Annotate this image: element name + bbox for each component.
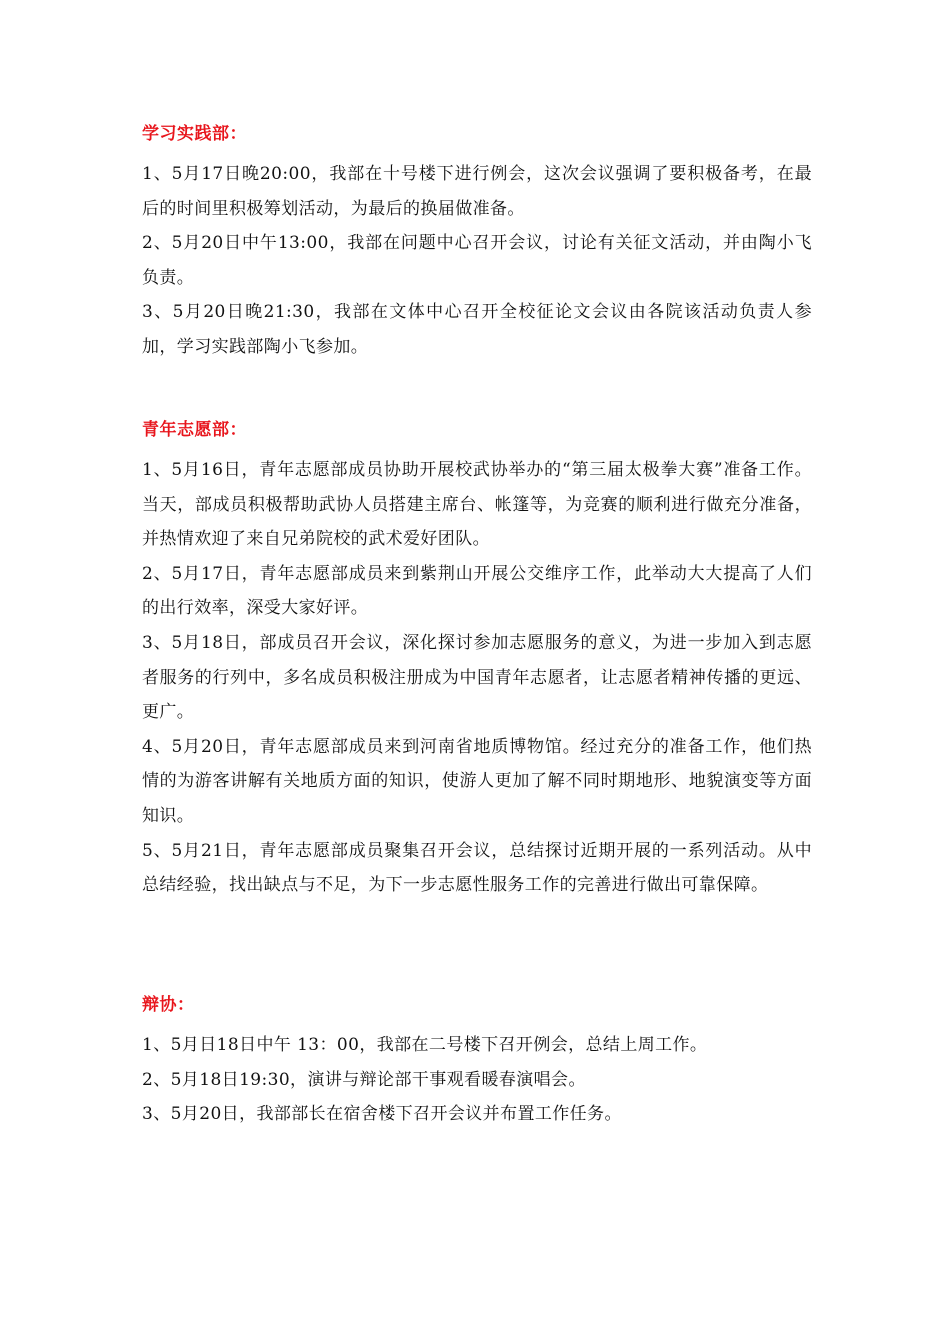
paragraph: 1、5月16日，青年志愿部成员协助开展校武协举办的“第三届太极拳大赛”准备工作。当天，部成员积极帮助武协人员搭建主席台、帐篷等，为竞赛的顺利进行做充分准备，并热情欢迎了来自兄弟院校的武术爱好团队。 — [142, 460, 812, 550]
paragraph: 3、5月20日，我部部长在宿舍楼下召开会议并布置工作任务。 — [142, 1104, 622, 1125]
section-debate-association — [142, 995, 812, 1132]
section-heading: 青年志愿部： — [142, 420, 247, 440]
paragraph: 5、5月21日，青年志愿部成员聚集召开会议，总结探讨近期开展的一系列活动。从中总结经验，找出缺点与不足，为下一步志愿性服务工作的完善进行做出可靠保障。 — [142, 840, 812, 896]
paragraph: 3、5月20日晚21:30，我部在文体中心召开全校征论文会议由各院该活动负责人参加，学习实践部陶小飞参加。 — [142, 302, 812, 357]
paragraph: 4、5月20日，青年志愿部成员来到河南省地质博物馆。经过充分的准备工作，他们热情的为游客讲解有关地质方面的知识，使游人更加了解不同时期地形、地貌演变等方面知识。 — [142, 736, 812, 826]
paragraph: 3、5月18日，部成员召开会议，深化探讨参加志愿服务的意义，为进一步加入到志愿者服务的行列中，多名成员积极注册成为中国青年志愿者，让志愿者精神传播的更远、更广。 — [142, 632, 812, 723]
section-youth-volunteer — [142, 420, 812, 903]
section-heading: 学习实践部： — [142, 124, 247, 144]
section-study-practice — [142, 124, 812, 365]
paragraph: 2、5月20日中午13:00，我部在问题中心召开会议，讨论有关征文活动，并由陶小飞负责。 — [142, 233, 812, 288]
section-heading: 辩协： — [142, 995, 195, 1015]
paragraph: 2、5月18日19:30，演讲与辩论部干事观看暖春演唱会。 — [142, 1069, 586, 1090]
paragraph: 2、5月17日，青年志愿部成员来到紫荆山开展公交维序工作，此举动大大提高了人们的出行效率，深受大家好评。 — [142, 563, 812, 619]
paragraph: 1、5月日18日中午 13：00，我部在二号楼下召开例会，总结上周工作。 — [142, 1035, 708, 1055]
paragraph: 1、5月17日晚20:00，我部在十号楼下进行例会，这次会议强调了要积极备考，在最后的时间里积极筹划活动，为最后的换届做准备。 — [142, 164, 812, 219]
